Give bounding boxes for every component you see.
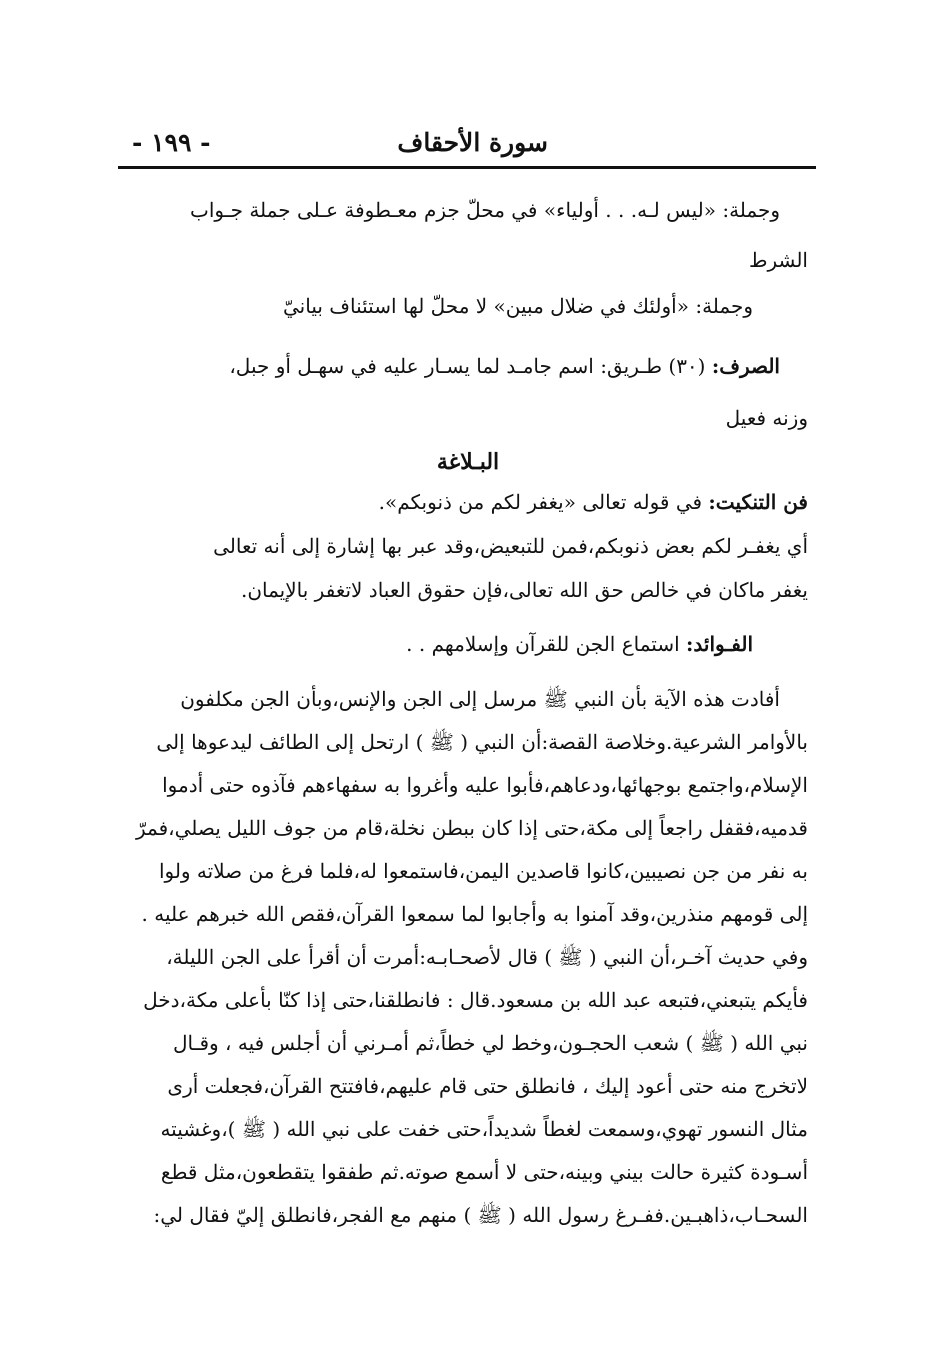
fawaid-title: استماع الجن للقرآن وإسلامهم . . <box>406 632 680 656</box>
page-header <box>118 120 816 169</box>
balagha-section <box>128 482 808 610</box>
page-number: - ١٩٩ - <box>132 128 211 157</box>
fawaid-line: لاتخرج منه حتى أعود إليك ، فانطلق حتى قام عليهم،فافتتح القرآن،فجعلت أرى <box>167 1074 808 1098</box>
fawaid-label: الفـوائد: <box>686 632 753 656</box>
irab-section <box>128 190 808 326</box>
fawaid-line: إلى قومهم منذرين،وقد آمنوا به وأجابوا لما سمعوا القرآن،فقص الله خبرهم عليه . <box>141 902 808 926</box>
tankeet-text: في قوله تعالى «يغفر لكم من ذنوبكم». <box>378 490 703 514</box>
page-body <box>128 190 808 1237</box>
irab-line-2: الشرط <box>748 248 808 272</box>
fawaid-line: الإسلام،واجتمع بوجهائها،ودعاهم،فأبوا عليه وأغروا به سفهاءهم فآذوه حتى أدموا <box>162 773 808 797</box>
tankeet-label: فن التنكيت: <box>708 490 808 514</box>
balagha-line-2: يغفر ماكان في خالص حق الله تعالى،فإن حقوق العباد لاتغفر بالإيمان. <box>240 578 808 602</box>
fawaid-line: بالأوامر الشرعية.وخلاصة القصة:أن النبي ( ﷺ ) ارتحل إلى الطائف ليدعوها إلى <box>156 730 808 754</box>
surah-title: سورة الأحقاف <box>397 128 548 157</box>
irab-line-3: وجملة: «أولئك في ضلال مبين» لا محلّ لها استئناف بيانيّ <box>283 294 753 318</box>
fawaid-line: قدميه،فقفل راجعاً إلى مكة،حتى إذا كان ببطن نخلة،قام من جوف الليل يصلي،فمرّ <box>135 816 808 840</box>
sarf-text: (٣٠) طـريق: اسم جامـد لما يسـار عليه في سهـل أو جبل، <box>229 354 706 378</box>
fawaid-line: فأيكم يتبعني،فتبعه عبد الله بن مسعود.قال : فانطلقنا،حتى إذا كنّا بأعلى مكة،دخل <box>143 988 808 1012</box>
fawaid-line: نبي الله ( ﷺ ) شعب الحجـون،وخط لي خطاً،ثم أمـرني أن أجلس فيه ، وقـال <box>172 1031 808 1055</box>
fawaid-line: أسـودة كثيرة حالت بيني وبينه،حتى لا أسمع صوته.ثم طفقوا يتقطعون،مثل قطع <box>160 1160 808 1184</box>
tankeet-line <box>128 482 808 522</box>
fawaid-line: أفادت هذه الآية بأن النبي ﷺ مرسل إلى الجن والإنس،وبأن الجن مكلفون <box>180 687 780 711</box>
balagha-line-1: أي يغفـر لكم بعض ذنوبكم،فمن للتبعيض،وقد عبر بها إشارة إلى أنه تعالى <box>213 534 808 558</box>
sarf-section <box>128 346 808 438</box>
sarf-line-2: وزنه فعيل <box>725 406 808 430</box>
sarf-line-1 <box>128 346 808 386</box>
fawaid-line: وفي حديث آخـر،أن النبي ( ﷺ ) قال لأصحـابـه:أمرت أن أقرأ على الجن الليلة، <box>166 945 808 969</box>
fawaid-line: مثال النسور تهوي،وسمعت لغطاً شديداً،حتى خفت على نبي الله ( ﷺ )،وغشيته <box>160 1117 808 1141</box>
balagha-heading: البـلاغة <box>436 449 500 475</box>
fawaid-body <box>128 678 808 1237</box>
fawaid-title-line <box>128 624 808 664</box>
fawaid-line: به نفر من جن نصيبين،كانوا قاصدين اليمن،فاستمعوا له،فلما فرغ من صلاته ولوا <box>158 859 808 883</box>
sarf-label: الصرف: <box>711 354 780 378</box>
irab-line-1: وجملة: «ليس لـه. . . أولياء» في محلّ جزم معـطوفة عـلى جملة جـواب <box>190 198 780 222</box>
fawaid-line: السحـاب،ذاهبـين.ففـرغ رسول الله ( ﷺ ) منهم مع الفجر،فانطلق إليّ فقال لي: <box>153 1203 808 1227</box>
